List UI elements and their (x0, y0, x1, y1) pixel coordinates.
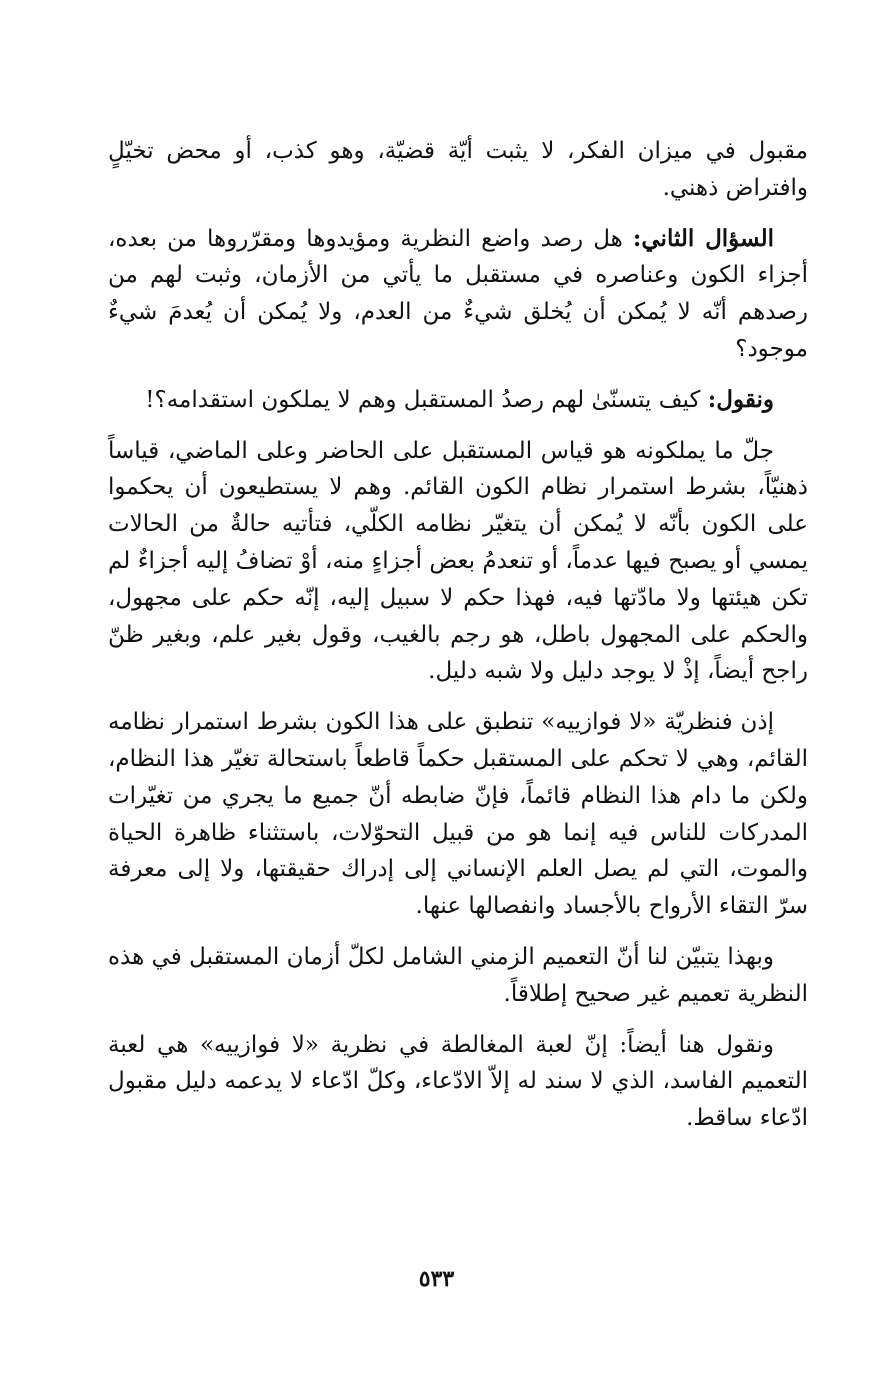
paragraph-1 (108, 133, 808, 207)
paragraph-7 (108, 1027, 808, 1137)
paragraph-3-lead: ونقول: (707, 385, 774, 413)
paragraph-2-text: هل رصد واضع النظرية ومؤيدوها ومقرّروها من بعده، أجزاء الكون وعناصره في مستقبل ما يأتي من الأزمان، وثبت لهم من رصدهم أنّه لا يُمكن أن يُخلق شيءٌ من العدم، ولا يُمكن أن يُعدمَ شيءٌ موجود؟ (108, 225, 808, 362)
paragraph-7-text: ونقول هنا أيضاً: إنّ لعبة المغالطة في نظرية «لا فوازييه» هي لعبة التعميم الفاسد، الذي لا سند له إلاّ الادّعاء، وكلّ ادّعاء لا يدعمه دليل مقبول ادّعاء ساقط. (108, 1031, 808, 1132)
paragraph-2 (108, 221, 808, 368)
paragraph-3 (108, 382, 808, 419)
paragraph-2-lead: السؤال الثاني: (632, 224, 774, 252)
paragraph-6 (108, 939, 808, 1013)
paragraph-5 (108, 704, 808, 925)
paragraph-5-text: إذن فنظريّة «لا فوازييه» تنطبق على هذا الكون بشرط استمرار نظامه القائم، وهي لا تحكم على المستقبل حكماً قاطعاً باستحالة تغيّر هذا النظام، ولكن ما دام هذا النظام قائماً، فإنّ ضابطه أنّ جميع ما يجري من تغيّرات المدركات للناس فيه إنما هو من قبيل التحوّلات، باستثناء ظاهرة الحياة والموت، التي لم يصل العلم الإنساني إلى إدراك حقيقتها، ولا إلى معرفة سرّ التقاء الأرواح بالأجساد وانفصالها عنها. (108, 709, 808, 920)
paragraph-4-text: جلّ ما يملكونه هو قياس المستقبل على الحاضر وعلى الماضي، قياساً ذهنيّاً، بشرط استمرار نظام الكون القائم. وهم لا يستطيعون أن يحكموا على الكون بأنّه لا يُمكن أن يتغيّر نظامه الكلّي، فتأتيه حالةٌ من الحالات يمسي أو يصبح فيها عدماً، أو تنعدمُ بعض أجزاءٍ منه، أوْ تضافُ إليه أجزاءٌ لم تكن هيئتها ولا مادّتها فيه، فهذا حكم لا سبيل إليه، إنّه حكم على مجهول، والحكم على المجهول باطل، هو رجم بالغيب، وقول بغير علم، وبغير ظنّ راجح أيضاً، إذْ لا يوجد دليل ولا شبه دليل. (108, 437, 808, 685)
body-text (108, 133, 808, 1151)
page-number: ٥٣٣ (418, 1266, 455, 1292)
paragraph-6-text: وبهذا يتبيّن لنا أنّ التعميم الزمني الشامل لكلّ أزمان المستقبل في هذه النظرية تعميم غير صحيح إطلاقاً. (108, 943, 808, 1007)
paragraph-1-text: مقبول في ميزان الفكر، لا يثبت أيّة قضيّة، وهو كذب، أو محض تخيّلٍ وافتراض ذهني. (108, 138, 808, 201)
paragraph-3-text: كيف يتسنّىٰ لهم رصدُ المستقبل وهم لا يملكون استقدامه؟! (145, 386, 701, 413)
paragraph-4 (108, 433, 808, 691)
